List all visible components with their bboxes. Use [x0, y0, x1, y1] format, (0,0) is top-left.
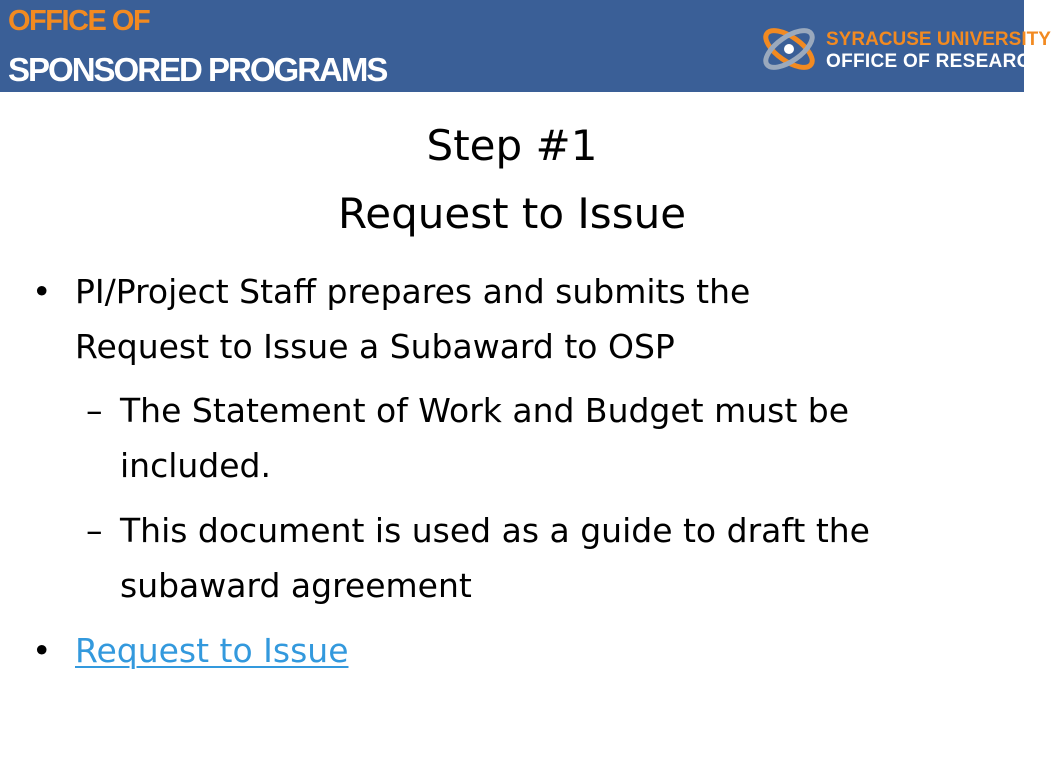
request-to-issue-link[interactable]: Request to Issue: [75, 631, 349, 670]
bullet-text-line1: PI/Project Staff prepares and submits the: [75, 272, 751, 311]
sub-bullet-marker: –: [86, 511, 103, 550]
bullet-item: [32, 264, 955, 374]
office-line1: OFFICE OF: [8, 5, 150, 37]
sub-bullet-text-line2: subaward agreement: [120, 566, 472, 605]
header-banner: [0, 0, 1051, 92]
office-of-research: OFFICE OF RESEARCH: [826, 51, 1045, 72]
bullet-item: [32, 623, 955, 678]
office-line2: SPONSORED PROGRAMS: [8, 51, 387, 88]
slide-title: [0, 112, 1024, 248]
sub-bullet-text-line1: This document is used as a guide to draft the: [120, 511, 870, 550]
sub-bullet-item: [86, 383, 970, 493]
title-line1: Step #1: [426, 121, 598, 170]
sub-bullet-marker: –: [86, 391, 103, 430]
university-name: SYRACUSE UNIVERSITY: [826, 29, 1051, 50]
sub-bullet-text-line2: included.: [120, 446, 271, 485]
bullet-marker: •: [32, 631, 52, 670]
bullet-text-line2: Request to Issue a Subaward to OSP: [75, 327, 675, 366]
bullet-marker: •: [32, 272, 52, 311]
title-line2: Request to Issue: [337, 189, 687, 238]
sub-bullet-item: [86, 503, 970, 613]
sub-bullet-text-line1: The Statement of Work and Budget must be: [120, 391, 850, 430]
university-wordmark: [826, 29, 1051, 73]
syracuse-orbit-logo-icon: [758, 20, 820, 78]
